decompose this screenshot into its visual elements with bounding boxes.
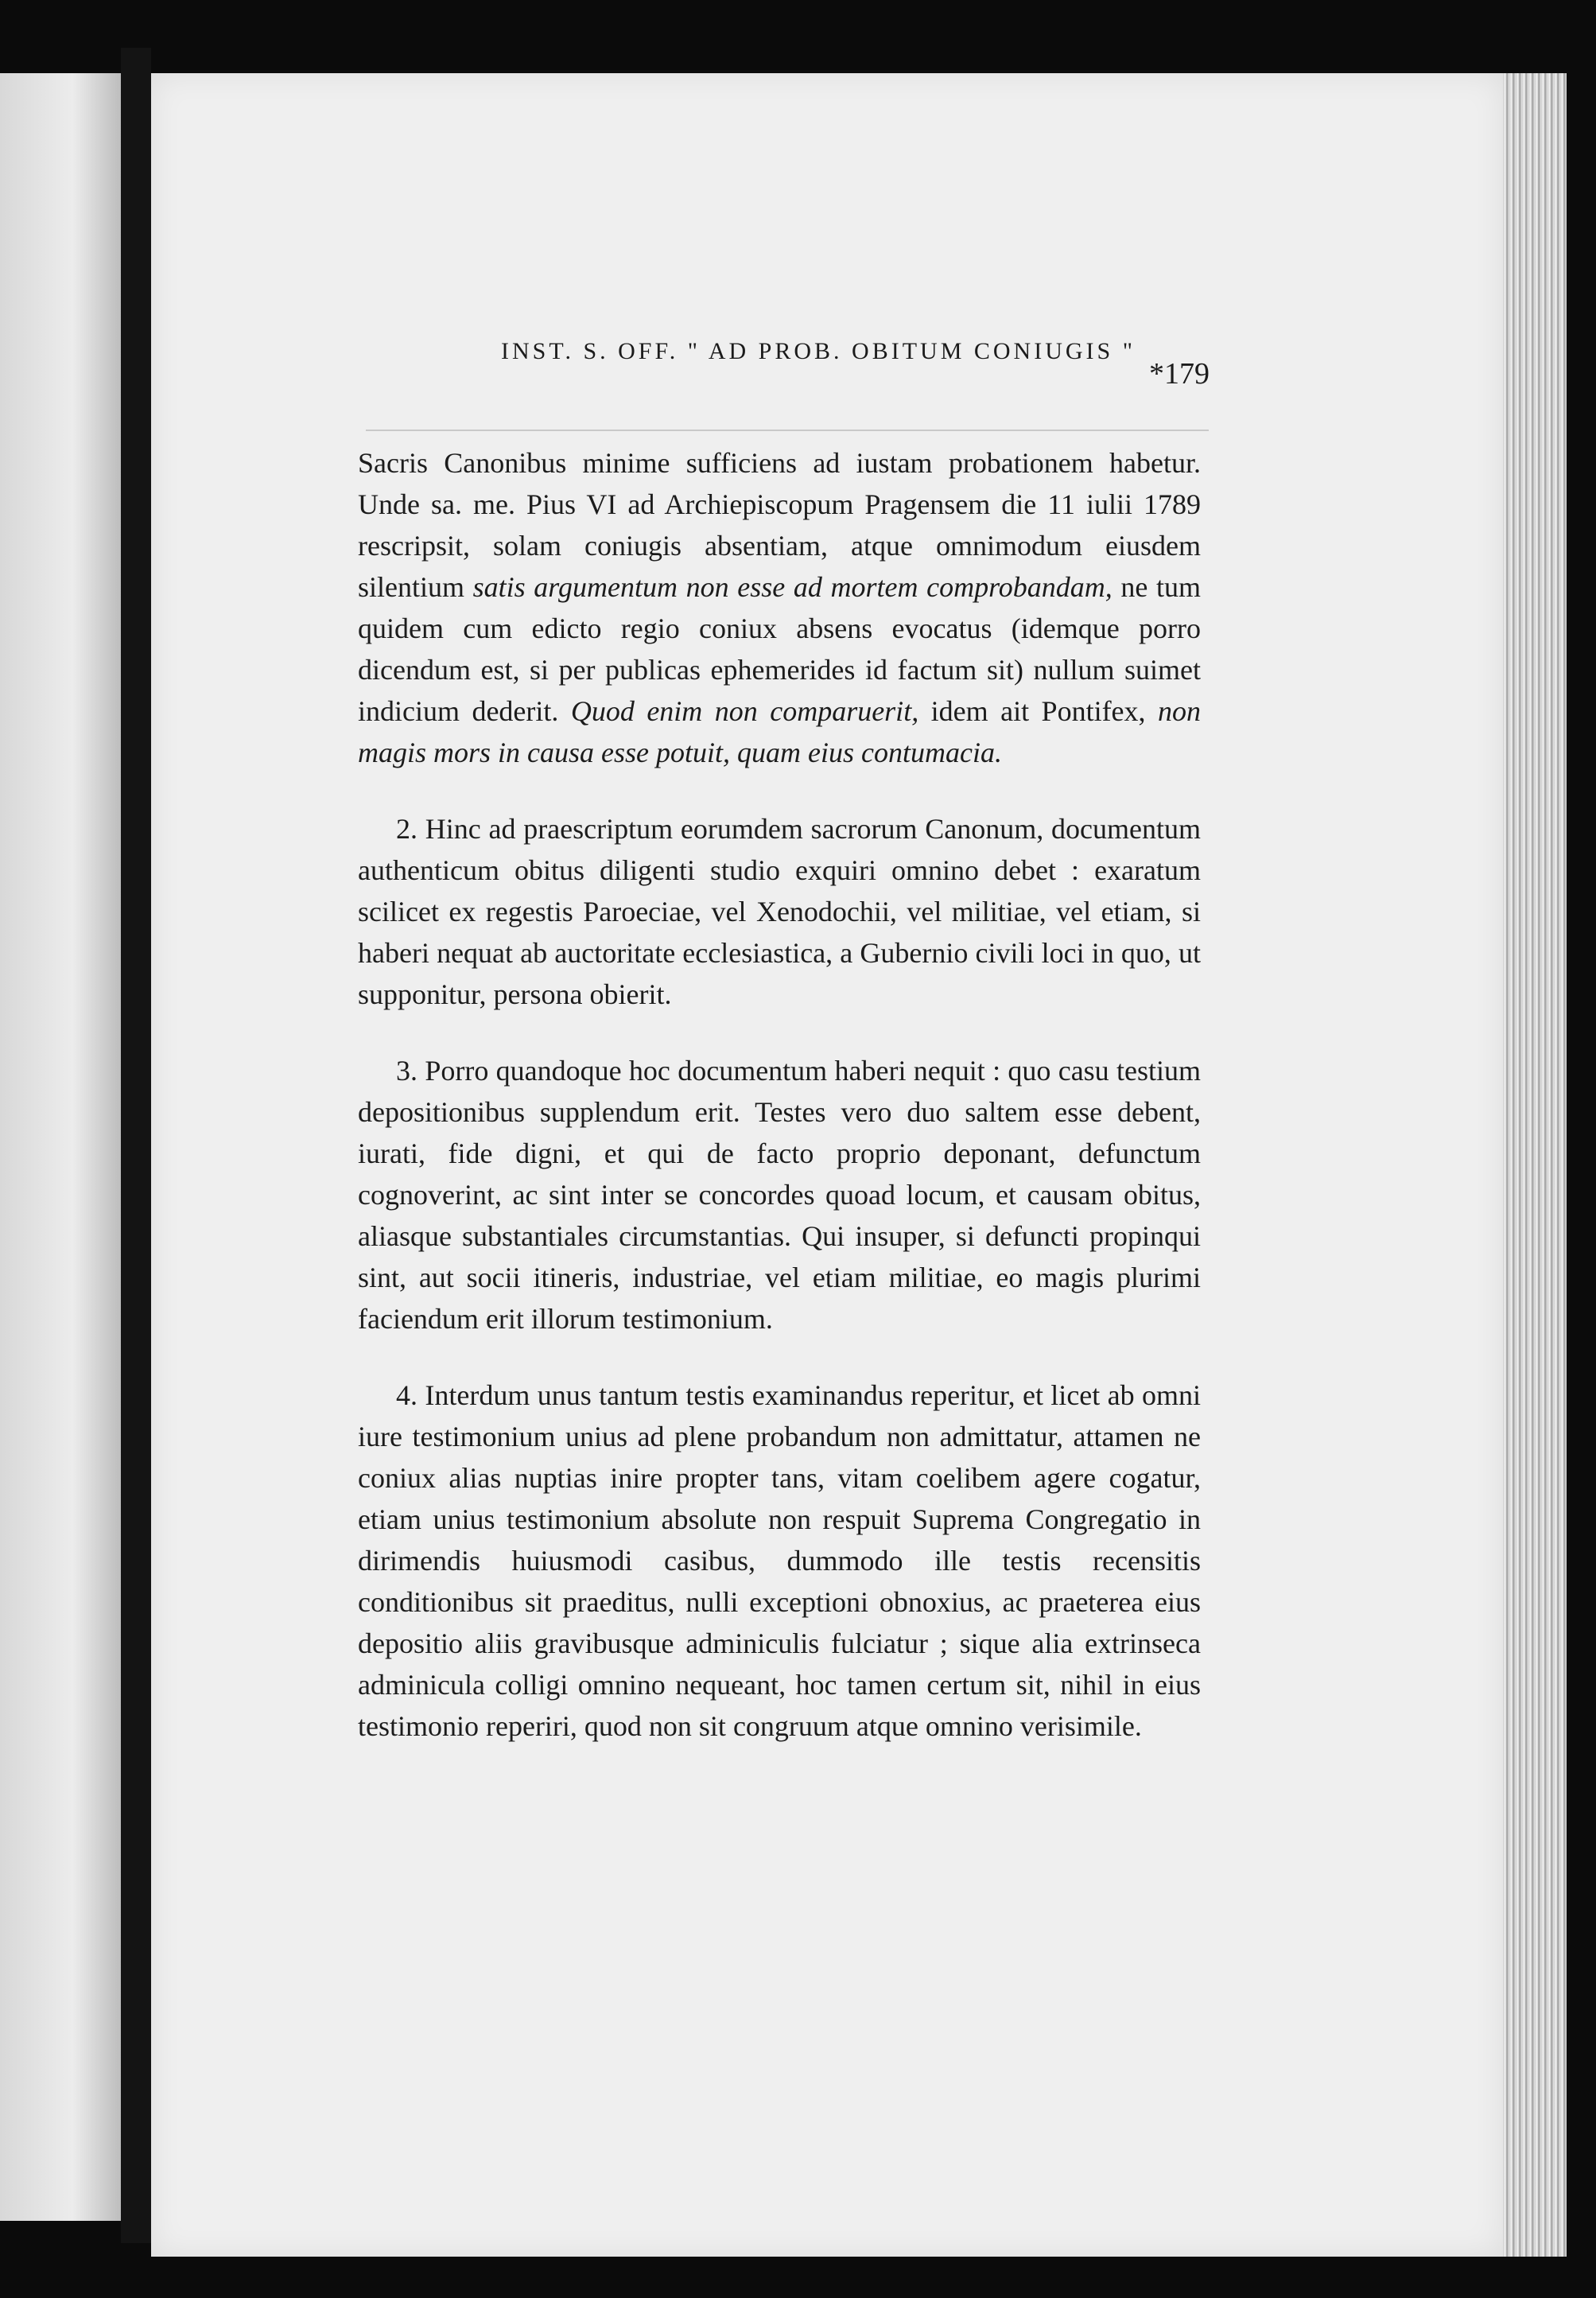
italic-text-run: non magis mors in causa esse potuit, quam eius contumacia. (358, 695, 1201, 768)
italic-text-run: satis argumentum non esse ad mortem comprobandam, (472, 571, 1113, 603)
book-gutter (121, 48, 151, 2243)
body-text (358, 442, 1201, 1782)
paragraph (358, 442, 1201, 773)
page-number: *179 (1149, 357, 1210, 391)
italic-text-run: Quod enim non comparuerit, (570, 695, 919, 727)
text-run: 3. Porro quandoque hoc documentum haberi nequit : quo casu testium depositionibus supplendum erit. Testes vero duo saltem esse debent, iurati, fide digni, et qui de facto proprio deponant, defunctum cognoverint, ac sint inter se concordes quoad locum, et causam obitus, aliasque substantiales circumstantias. Qui insuper, si defuncti propinqui sint, aut socii itineris, industriae, vel etiam militiae, eo magis plurimi faciendum erit illorum testimonium. (358, 1055, 1201, 1335)
header-rule (366, 430, 1209, 431)
paragraph-2 (358, 808, 1201, 1015)
text-run: idem ait Pontifex, (918, 695, 1158, 727)
text-run: Sacris Canonibus minime sufficiens ad iustam probationem habetur. Unde sa. me. Pius VI ad Archiepiscopum Pragensem die 11 iulii 1789 rescripsit, solam coniugis absentiam, atque omnimodum eiusdem silentium (358, 447, 1201, 603)
text-run: ne tum quidem cum edicto regio coniux absens evocatus (idemque porro dicendum est, si per publicas ephemerides id factum sit) nullum suimet indicium dederit. (358, 571, 1202, 727)
left-page-edge (0, 73, 121, 2221)
paragraph-4 (358, 1375, 1201, 1747)
text-run: 4. Interdum unus tantum testis examinandus reperitur, et licet ab omni iure testimonium unius ad plene probandum non admittatur, attamen ne coniux alias nuptias inire propter tans, vitam coelibem agere cogatur, etiam unius testimonium absolute non respuit Suprema Congregatio in dirimendis huiusmodi casibus, dummodo ille testis recensitis conditionibus sit praeditus, nulli exceptioni obnoxius, ac praeterea eius depositio aliis gravibusque adminiculis fulciatur ; sique alia extrinseca adminicula colligi omnino nequeant, hoc tamen certum sit, nihil in eius testimonio reperiri, quod non sit congruum atque omnino verisimile. (358, 1379, 1201, 1742)
page-stack-edges (1503, 73, 1567, 2257)
scan-border (1567, 0, 1596, 2298)
running-head: INST. S. OFF. " AD PROB. OBITUM CONIUGIS " (501, 338, 1136, 364)
paragraph-3 (358, 1050, 1201, 1340)
text-run: 2. Hinc ad praescriptum eorumdem sacrorum Canonum, documentum authenticum obitus diligenti studio exquiri omnino debet : exaratum scilicet ex regestis Paroeciae, vel Xenodochii, vel militiae, vel etiam, si haberi nequat ab auctoritate ecclesiastica, a Gubernio civili loci in quo, ut supponitur, persona obierit. (358, 813, 1201, 1010)
